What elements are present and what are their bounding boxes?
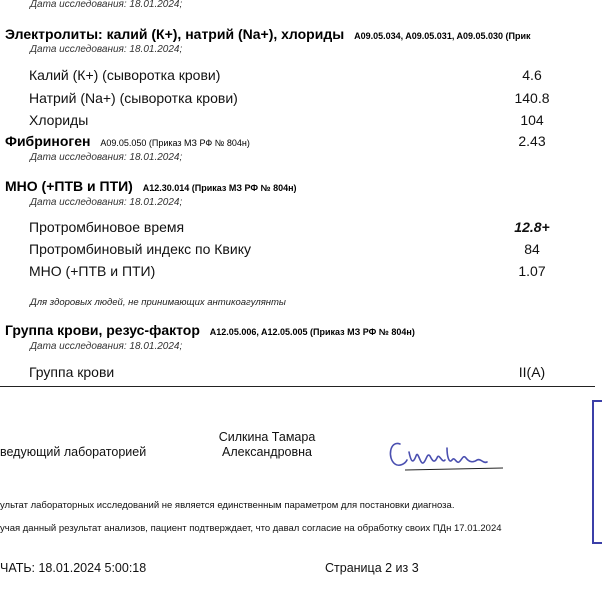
electrolytes-title xyxy=(5,26,531,42)
fibrinogen-title xyxy=(5,133,250,149)
inr-title-text: МНО (+ПТВ и ПТИ) xyxy=(5,178,133,194)
blood-group-title xyxy=(5,322,415,338)
result-value-blood-group: II(A) xyxy=(518,364,546,380)
result-value-potassium: 4.6 xyxy=(522,67,542,83)
result-label-blood-group: Группа крови xyxy=(29,364,115,380)
signer-name-line2: Александровна xyxy=(222,445,312,459)
result-value-prothrombin-time: 12.8+ xyxy=(514,219,550,235)
electrolytes-codes: A09.05.034, A09.05.031, A09.05.030 (Прик xyxy=(354,31,531,41)
electrolytes-title-text: Электролиты: калий (К+), натрий (Na+), хлориды xyxy=(5,26,345,42)
result-value-inr: 1.07 xyxy=(518,263,546,279)
result-label-sodium: Натрий (Na+) (сыворотка крови) xyxy=(29,90,238,106)
signer-position: ведующий лабораторией xyxy=(0,445,147,459)
result-label-prothrombin-time: Протромбиновое время xyxy=(29,219,185,235)
inr-title xyxy=(5,178,297,194)
disclaimer-line-2: учая данный результат анализов, пациент подтверждает, что давал согласие на обработку своих ПДн 17.01.2024 xyxy=(0,523,502,534)
page-number: Страница 2 из 3 xyxy=(325,561,419,575)
result-label-potassium: Калий (К+) (сыворотка крови) xyxy=(29,67,221,83)
fibrinogen-title-text: Фибриноген xyxy=(5,133,91,149)
signer-name xyxy=(192,430,342,460)
inr-date: Дата исследования: 18.01.2024; xyxy=(30,197,183,208)
top-date: Дата исследования: 18.01.2024; xyxy=(30,0,183,10)
inr-codes: A12.30.014 (Приказ МЗ РФ № 804н) xyxy=(142,183,297,193)
stamp-frame xyxy=(592,400,602,544)
fibrinogen-codes: A09.05.050 (Приказ МЗ РФ № 804н) xyxy=(100,138,250,148)
signer-name-line1: Силкина Тамара xyxy=(218,430,316,444)
blood-group-title-text: Группа крови, резус-фактор xyxy=(5,322,200,338)
section-divider xyxy=(0,386,595,387)
result-value-fibrinogen: 2.43 xyxy=(518,133,546,149)
electrolytes-date: Дата исследования: 18.01.2024; xyxy=(30,44,183,55)
handwritten-signature xyxy=(385,430,510,478)
blood-group-date: Дата исследования: 18.01.2024; xyxy=(30,341,183,352)
result-value-chlorides: 104 xyxy=(520,112,544,128)
result-label-chlorides: Хлориды xyxy=(29,112,89,128)
result-label-quick-index: Протромбиновый индекс по Квику xyxy=(29,241,251,257)
result-label-inr: МНО (+ПТВ и ПТИ) xyxy=(29,263,156,279)
result-value-quick-index: 84 xyxy=(524,241,540,257)
fibrinogen-date: Дата исследования: 18.01.2024; xyxy=(30,152,183,163)
print-timestamp: ЧАТЬ: 18.01.2024 5:00:18 xyxy=(0,561,147,575)
disclaimer-line-1: ультат лабораторных исследований не является единственным параметром для постановки диагноза. xyxy=(0,500,455,511)
result-value-sodium: 140.8 xyxy=(514,90,550,106)
blood-group-codes: A12.05.006, A12.05.005 (Приказ МЗ РФ № 804н) xyxy=(209,327,415,337)
inr-reference-note: Для здоровых людей, не принимающих антикоагулянты xyxy=(30,297,286,308)
